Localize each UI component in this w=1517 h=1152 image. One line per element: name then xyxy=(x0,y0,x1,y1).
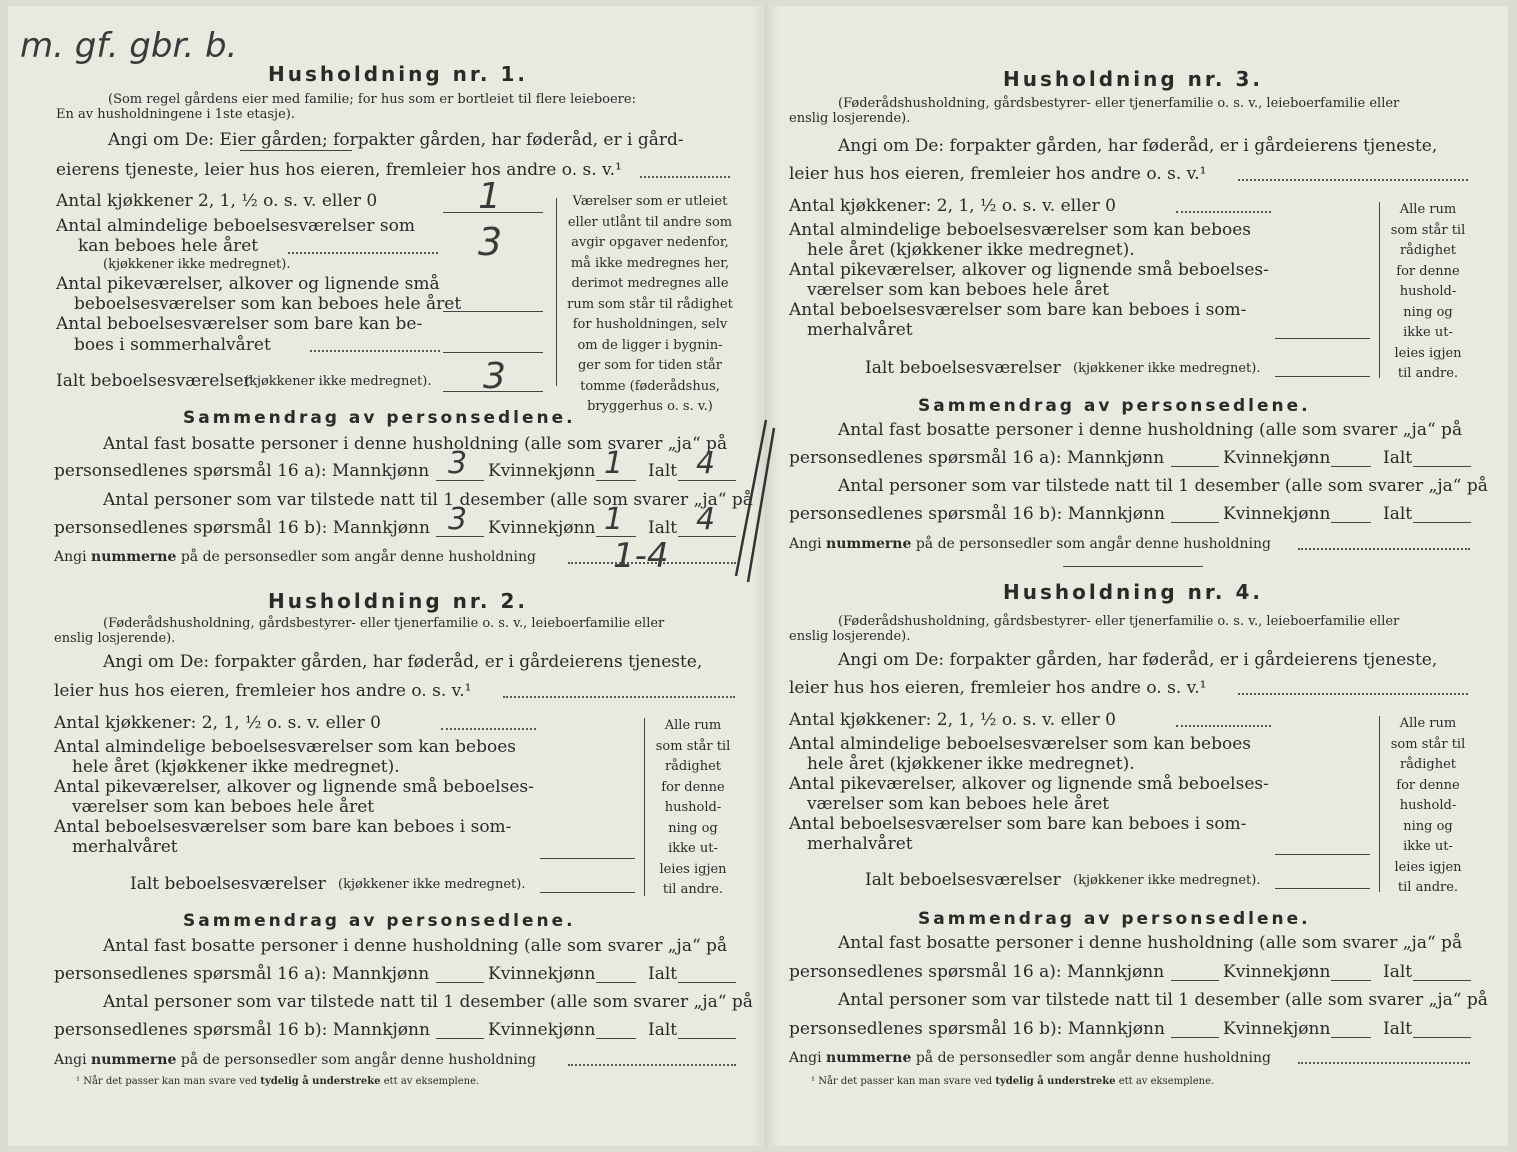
answer-line xyxy=(1413,522,1471,523)
dots xyxy=(288,252,438,254)
household-2-sum-a-line2: personsedlenes spørsmål 16 a): Mannkjønn xyxy=(54,964,430,984)
household-3-kjokken: Antal kjøkkener: 2, 1, ½ o. s. v. eller 0 xyxy=(789,196,1116,216)
household-1-sum-b-line2: personsedlenes spørsmål 16 b): Mannkjønn xyxy=(54,518,430,538)
household-2-sum-b-line2: personsedlenes spørsmål 16 b): Mannkjønn xyxy=(54,1020,430,1040)
side-note-line: leies igjen xyxy=(1394,345,1462,361)
side-note-line: for denne xyxy=(1396,777,1460,793)
side-note-line: til andre. xyxy=(1397,366,1459,381)
household-2-kjokken: Antal kjøkkener: 2, 1, ½ o. s. v. eller 0 xyxy=(54,713,381,733)
num-pre: Angi xyxy=(54,549,92,565)
household-1-side-note xyxy=(560,192,740,418)
household-3-pike-line1: Antal pikeværelser, alkover og lignende små beboelses- xyxy=(789,260,1269,280)
household-2-summary-title: Sammendrag av personsedlene. xyxy=(183,911,576,931)
ialt-label: Ialt xyxy=(1383,962,1413,982)
side-note-line: ning og xyxy=(668,820,718,836)
household-3-intro-line2: enslig losjerende). xyxy=(789,111,911,126)
footnote xyxy=(811,1076,1214,1087)
household-2-angi-line1: Angi om De: forpakter gården, har føderåd, er i gårdeierens tjeneste, xyxy=(103,652,703,672)
side-note-line: ikke ut- xyxy=(1403,839,1453,854)
footnote-post: ett av eksemplene. xyxy=(1115,1076,1215,1087)
household-4-pike-line1: Antal pikeværelser, alkover og lignende små beboelses- xyxy=(789,774,1269,794)
household-1-title: Husholdning nr. 1. xyxy=(268,62,528,86)
underline-eier-garden xyxy=(240,150,352,151)
household-4-sommer-line2: merhalvåret xyxy=(807,834,913,854)
dots xyxy=(568,1064,736,1066)
ialt-label: Ialt xyxy=(648,1020,678,1040)
kvinne-label: Kvinnekjønn xyxy=(1223,504,1331,524)
side-note-line: til andre. xyxy=(662,882,724,897)
household-2-pike-line2: værelser som kan beboes hele året xyxy=(72,797,375,817)
side-note-line: Alle rum xyxy=(1399,202,1457,217)
household-1-sommer-line1: Antal beboelsesværelser som bare kan be- xyxy=(56,314,423,334)
answer-line xyxy=(596,1038,636,1039)
side-note-line: rådighet xyxy=(664,759,722,774)
side-note-line: rådighet xyxy=(1399,243,1457,258)
household-2-angi-line2: leier hus hos eieren, fremleier hos andre o. s. v.¹ xyxy=(54,681,472,701)
brace xyxy=(1379,202,1380,378)
answer-line xyxy=(1331,466,1371,467)
household-3-almin-line1: Antal almindelige beboelsesværelser som kan beboes xyxy=(789,220,1251,240)
household-4-ialt: Ialt beboelsesværelser xyxy=(865,870,1061,890)
side-note-line: må ikke medregnes her, xyxy=(570,255,730,271)
dots xyxy=(1298,548,1470,550)
household-1-intro-line1: (Som regel gårdens eier med familie; for hus som er bortleiet til flere leieboere: xyxy=(108,92,636,107)
answer-line xyxy=(1171,1037,1219,1038)
dots xyxy=(1176,211,1271,213)
right-page xyxy=(783,6,1488,1146)
household-2-sum-b-line1: Antal personer som var tilstede natt til 1 desember (alle som svarer „ja“ på xyxy=(103,992,753,1012)
answer-line xyxy=(436,1038,484,1039)
side-note-line: ning og xyxy=(1403,304,1453,320)
household-2-sommer-line1: Antal beboelsesværelser som bare kan beboes i som- xyxy=(54,817,512,837)
corner-handwritten-note: m. gf. gbr. b. xyxy=(20,26,238,66)
answer-line xyxy=(1238,693,1468,695)
side-note-line: rum som står til rådighet xyxy=(567,296,733,312)
household-1-sum-a-line1: Antal fast bosatte personer i denne husholdning (alle som svarer „ja“ på xyxy=(103,434,728,454)
side-note-line: Alle rum xyxy=(664,718,722,733)
answer-line xyxy=(640,176,730,178)
household-1-almin-line1: Antal almindelige beboelsesværelser som xyxy=(56,216,415,236)
answer-line xyxy=(540,858,635,859)
ialt-label: Ialt xyxy=(648,964,678,984)
dots xyxy=(1298,1062,1470,1064)
answer-line xyxy=(1171,522,1219,523)
household-3-almin-line2: hele året (kjøkkener ikke medregnet). xyxy=(807,240,1135,260)
household-4-sommer-line1: Antal beboelsesværelser som bare kan beboes i som- xyxy=(789,814,1247,834)
answer-line xyxy=(1275,338,1370,339)
side-note-line: ger som for tiden står xyxy=(577,358,723,373)
answer-line xyxy=(436,982,484,983)
household-3-title: Husholdning nr. 3. xyxy=(1003,67,1263,91)
household-1-kjokken: Antal kjøkkener 2, 1, ½ o. s. v. eller 0 xyxy=(56,191,378,211)
ialt-label: Ialt xyxy=(648,461,678,481)
household-4-ialt-note: (kjøkkener ikke medregnet). xyxy=(1073,873,1261,888)
answer-line xyxy=(1331,980,1371,981)
census-sheet xyxy=(8,6,1508,1146)
household-1-almin-line2: kan beboes hele året xyxy=(78,236,259,256)
footnote-post: ett av eksemplene. xyxy=(380,1076,480,1087)
side-note-line: tomme (føderådshus, xyxy=(580,378,720,394)
num-bold: nummerne xyxy=(826,1050,912,1066)
side-note-line: hushold- xyxy=(1399,798,1457,813)
answer-line xyxy=(443,352,543,353)
answer-line xyxy=(1238,179,1468,181)
household-2-ialt-note: (kjøkkener ikke medregnet). xyxy=(338,877,526,892)
answer-line xyxy=(1275,854,1370,855)
side-note-line: for husholdningen, selv xyxy=(572,317,728,332)
household-3-nummerne xyxy=(789,536,1271,552)
household-2-nummerne xyxy=(54,1052,536,1068)
kvinne-label: Kvinnekjønn xyxy=(488,461,596,481)
household-2-intro-line2: enslig losjerende). xyxy=(54,631,176,646)
household-1-almin-note: (kjøkkener ikke medregnet). xyxy=(103,257,291,272)
brace xyxy=(556,198,557,386)
side-note-line: Værelser som er utleiet xyxy=(572,194,728,209)
answer-line xyxy=(1413,1037,1471,1038)
footnote-pre: ¹ Når det passer kan man svare ved xyxy=(76,1076,261,1087)
num-post: på de personsedler som angår denne husholdning xyxy=(176,549,536,565)
side-note-line: hushold- xyxy=(664,800,722,815)
side-note-line: til andre. xyxy=(1397,880,1459,895)
household-3-sum-a-line2: personsedlenes spørsmål 16 a): Mannkjønn xyxy=(789,448,1165,468)
answer-line xyxy=(1275,888,1370,889)
num-pre: Angi xyxy=(54,1052,92,1068)
kvinne-label: Kvinnekjønn xyxy=(488,1020,596,1040)
side-note-line: for denne xyxy=(661,779,725,795)
dots xyxy=(310,350,440,352)
side-note-line: avgir opgaver nedenfor, xyxy=(571,235,729,250)
hw-b-ialt: 4 xyxy=(696,502,716,537)
household-3-angi-line2: leier hus hos eieren, fremleier hos andre o. s. v.¹ xyxy=(789,164,1207,184)
household-2-side-note xyxy=(648,716,738,901)
ialt-label: Ialt xyxy=(1383,448,1413,468)
num-pre: Angi xyxy=(789,1050,827,1066)
num-post: på de personsedler som angår denne husholdning xyxy=(911,1050,1271,1066)
side-note-line: leies igjen xyxy=(659,861,727,877)
hw-almin-value: 3 xyxy=(478,220,503,264)
answer-line xyxy=(1331,1037,1371,1038)
side-note-line: for denne xyxy=(1396,263,1460,279)
household-1-sum-a-line2: personsedlenes spørsmål 16 a): Mannkjønn xyxy=(54,461,430,481)
household-4-pike-line2: værelser som kan beboes hele året xyxy=(807,794,1110,814)
answer-line xyxy=(1413,466,1471,467)
household-4-sum-b-line1: Antal personer som var tilstede natt til 1 desember (alle som svarer „ja“ på xyxy=(838,990,1488,1010)
household-3-intro-line1: (Føderådshusholdning, gårdsbestyrer- eller tjenerfamilie o. s. v., leieboerfamilie eller xyxy=(838,96,1400,111)
side-note-line: bryggerhus o. s. v.) xyxy=(587,399,713,414)
household-4-sum-a-line2: personsedlenes spørsmål 16 a): Mannkjønn xyxy=(789,962,1165,982)
household-3-summary-title: Sammendrag av personsedlene. xyxy=(918,396,1311,416)
footnote-bold: tydelig å understreke xyxy=(260,1076,381,1087)
household-1-angi-line2: eierens tjeneste, leier hus hos eieren, fremleier hos andre o. s. v.¹ xyxy=(56,160,622,180)
household-3-ialt-note: (kjøkkener ikke medregnet). xyxy=(1073,361,1261,376)
household-4-sum-a-line1: Antal fast bosatte personer i denne husholdning (alle som svarer „ja“ på xyxy=(838,933,1463,953)
household-1-pike-line2: beboelsesværelser som kan beboes hele året xyxy=(74,294,462,314)
household-4-summary-title: Sammendrag av personsedlene. xyxy=(918,909,1311,929)
num-post: på de personsedler som angår denne husholdning xyxy=(176,1052,536,1068)
household-3-pike-line2: værelser som kan beboes hele året xyxy=(807,280,1110,300)
num-bold: nummerne xyxy=(91,1052,177,1068)
kvinne-label: Kvinnekjønn xyxy=(1223,448,1331,468)
hw-ialt-value: 3 xyxy=(483,356,506,397)
household-4-intro-line2: enslig losjerende). xyxy=(789,629,911,644)
household-3-angi-line1: Angi om De: forpakter gården, har føderåd, er i gårdeierens tjeneste, xyxy=(838,136,1438,156)
footnote xyxy=(76,1076,479,1087)
household-2-almin-line1: Antal almindelige beboelsesværelser som kan beboes xyxy=(54,737,516,757)
side-note-line: om de ligger i bygnin- xyxy=(577,337,723,353)
household-4-angi-line1: Angi om De: forpakter gården, har føderåd, er i gårdeierens tjeneste, xyxy=(838,650,1438,670)
hw-b-mann: 3 xyxy=(448,502,468,537)
household-1-nummerne xyxy=(54,549,536,565)
household-4-almin-line1: Antal almindelige beboelsesværelser som kan beboes xyxy=(789,734,1251,754)
household-3-sum-b-line2: personsedlenes spørsmål 16 b): Mannkjønn xyxy=(789,504,1165,524)
brace xyxy=(1379,716,1380,892)
household-4-angi-line2: leier hus hos eieren, fremleier hos andre o. s. v.¹ xyxy=(789,678,1207,698)
household-3-sum-a-line1: Antal fast bosatte personer i denne husholdning (alle som svarer „ja“ på xyxy=(838,420,1463,440)
side-note-line: derimot medregnes alle xyxy=(571,276,729,291)
side-note-line: rådighet xyxy=(1399,757,1457,772)
household-4-almin-line2: hele året (kjøkkener ikke medregnet). xyxy=(807,754,1135,774)
num-bold: nummerne xyxy=(826,536,912,552)
hw-a-ialt: 4 xyxy=(696,446,716,481)
household-3-sommer-line1: Antal beboelsesværelser som bare kan beboes i som- xyxy=(789,300,1247,320)
left-page xyxy=(48,6,753,1146)
ialt-label: Ialt xyxy=(1383,504,1413,524)
household-2-title: Husholdning nr. 2. xyxy=(268,589,528,613)
answer-line xyxy=(678,982,736,983)
answer-line xyxy=(1171,466,1219,467)
answer-line xyxy=(540,892,635,893)
ialt-label: Ialt xyxy=(1383,1019,1413,1039)
hw-b-kvinne: 1 xyxy=(604,502,624,537)
household-3-ialt: Ialt beboelsesværelser xyxy=(865,358,1061,378)
side-note-line: som står til xyxy=(1390,736,1466,752)
kvinne-label: Kvinnekjønn xyxy=(488,518,596,538)
section-divider xyxy=(1063,566,1203,567)
answer-line xyxy=(1413,980,1471,981)
side-note-line: ikke ut- xyxy=(668,841,718,856)
household-4-intro-line1: (Føderådshusholdning, gårdsbestyrer- eller tjenerfamilie o. s. v., leieboerfamilie eller xyxy=(838,614,1400,629)
num-post: på de personsedler som angår denne husholdning xyxy=(911,536,1271,552)
handwritten-check-strokes xyxy=(718,416,778,586)
household-2-pike-line1: Antal pikeværelser, alkover og lignende små beboelses- xyxy=(54,777,534,797)
answer-line xyxy=(1275,376,1370,377)
footnote-pre: ¹ Når det passer kan man svare ved xyxy=(811,1076,996,1087)
kvinne-label: Kvinnekjønn xyxy=(1223,962,1331,982)
side-note-line: hushold- xyxy=(1399,284,1457,299)
household-3-side-note xyxy=(1383,200,1473,385)
household-2-ialt: Ialt beboelsesværelser xyxy=(130,874,326,894)
side-note-line: ning og xyxy=(1403,818,1453,834)
hw-nummerne: 1-4 xyxy=(613,536,669,576)
answer-line xyxy=(1171,980,1219,981)
side-note-line: ikke ut- xyxy=(1403,325,1453,340)
household-1-angi-line1: Angi om De: Eier gården; forpakter gården, har føderåd, er i gård- xyxy=(108,130,684,150)
household-4-title: Husholdning nr. 4. xyxy=(1003,580,1263,604)
household-4-sum-b-line2: personsedlenes spørsmål 16 b): Mannkjønn xyxy=(789,1019,1165,1039)
footnote-bold: tydelig å understreke xyxy=(995,1076,1116,1087)
household-2-sommer-line2: merhalvåret xyxy=(72,837,178,857)
household-1-ialt-note: (kjøkkener ikke medregnet). xyxy=(244,374,432,389)
household-1-sommer-line2: boes i sommerhalvåret xyxy=(74,335,271,355)
household-4-kjokken: Antal kjøkkener: 2, 1, ½ o. s. v. eller 0 xyxy=(789,710,1116,730)
side-note-line: eller utlånt til andre som xyxy=(567,214,733,230)
household-4-side-note xyxy=(1383,714,1473,899)
ialt-label: Ialt xyxy=(648,518,678,538)
household-3-sommer-line2: merhalvåret xyxy=(807,320,913,340)
kvinne-label: Kvinnekjønn xyxy=(1223,1019,1331,1039)
answer-line xyxy=(596,982,636,983)
num-bold: nummerne xyxy=(91,549,177,565)
hw-a-mann: 3 xyxy=(448,446,468,481)
household-1-summary-title: Sammendrag av personsedlene. xyxy=(183,408,576,428)
side-note-line: Alle rum xyxy=(1399,716,1457,731)
hw-kjokken-value: 1 xyxy=(478,176,501,217)
answer-line xyxy=(503,696,735,698)
answer-line xyxy=(1331,522,1371,523)
household-1-intro-line2: En av husholdningene i 1ste etasje). xyxy=(56,107,295,122)
household-1-pike-line1: Antal pikeværelser, alkover og lignende små xyxy=(56,274,440,294)
household-2-sum-a-line1: Antal fast bosatte personer i denne husholdning (alle som svarer „ja“ på xyxy=(103,936,728,956)
hw-a-kvinne: 1 xyxy=(604,446,624,481)
answer-line xyxy=(443,311,543,312)
household-2-almin-line2: hele året (kjøkkener ikke medregnet). xyxy=(72,757,400,777)
brace xyxy=(644,718,645,896)
dots xyxy=(441,728,536,730)
household-1-ialt: Ialt beboelsesværelser xyxy=(56,371,252,391)
side-note-line: som står til xyxy=(1390,222,1466,238)
kvinne-label: Kvinnekjønn xyxy=(488,964,596,984)
household-2-intro-line1: (Føderådshusholdning, gårdsbestyrer- eller tjenerfamilie o. s. v., leieboerfamilie eller xyxy=(103,616,665,631)
answer-line xyxy=(678,1038,736,1039)
side-note-line: leies igjen xyxy=(1394,859,1462,875)
household-1-sum-b-line1: Antal personer som var tilstede natt til 1 desember (alle som svarer „ja“ på xyxy=(103,490,753,510)
dots xyxy=(1176,725,1271,727)
household-4-nummerne xyxy=(789,1050,1271,1066)
side-note-line: som står til xyxy=(655,738,731,754)
household-3-sum-b-line1: Antal personer som var tilstede natt til 1 desember (alle som svarer „ja“ på xyxy=(838,476,1488,496)
num-pre: Angi xyxy=(789,536,827,552)
